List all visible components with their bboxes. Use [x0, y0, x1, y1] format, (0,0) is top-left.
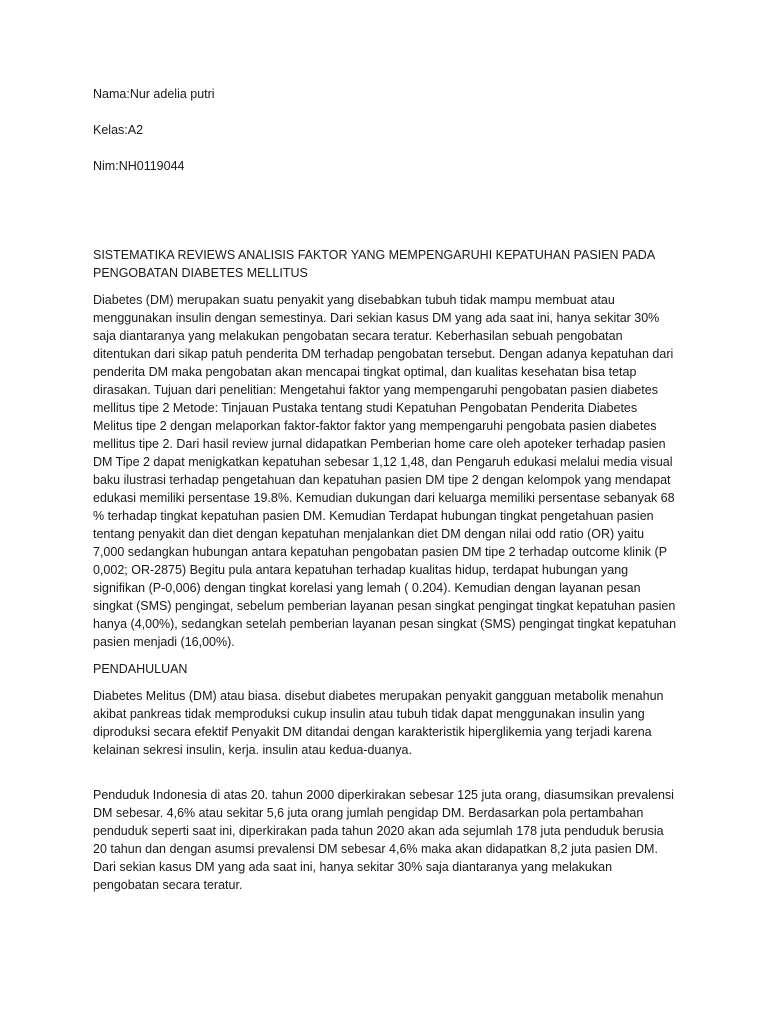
intro-paragraph-1: Diabetes Melitus (DM) atau biasa. disebut diabetes merupakan penyakit gangguan metabolik menahun akibat pankreas tidak memproduksi cukup insulin atau tubuh tidak dapat menggunakan insulin yang diproduksi secara efektif Penyakit DM ditandai dengan karakteristik hiperglikemia yang terjadi karena kelainan sekresi insulin, kerja. insulin atau kedua-duanya.	[93, 689, 664, 757]
student-name: Nama:Nur adelia putri	[93, 87, 215, 101]
student-class: Kelas:A2	[93, 123, 144, 137]
abstract-paragraph: Diabetes (DM) merupakan suatu penyakit yang disebabkan tubuh tidak mampu membuat atau menggunakan insulin dengan semestinya. Dari sekian kasus DM yang ada saat ini, hanya sekitar 30% saja diantaranya yang melakukan pengobatan secara teratur. Keberhasilan sebuah pengobatan ditentukan dari sikap patuh penderita DM terhadap pengobatan tersebut. Dengan adanya kepatuhan dari penderita DM maka pengobatan akan mencapai tingkat optimal, dan kualitas kesehatan bisa tetap dirasakan. Tujuan dari penelitian: Mengetahui faktor yang mempengaruhi pengobatan pasien diabetes mellitus tipe 2 Metode: Tinjauan Pustaka tentang studi Kepatuhan Pengobatan Penderita Diabetes Melitus tipe 2 dengan melaporkan faktor-faktor faktor yang mempengaruhi pengobata pasien diabetes mellitus tipe 2. Dari hasil review jurnal didapatkan Pemberian home care oleh apoteker terhadap pasien DM Tipe 2 dapat menigkatkan kepatuhan sebesar 1,12 1,48, dan Pengaruh edukasi melalui media visual baku ilustrasi terhadap pengetahuan dan kepatuhan pasien DM tipe 2 dengan kelompok yang mendapat edukasi memiliki persentase 19.8%. Kemudian dukungan dari keluarga memiliki persentase sebanyak 68 % terhadap tingkat kepatuhan pasien DM. Kemudian Terdapat hubungan tingkat pengetahuan pasien tentang penyakit dan diet dengan kepatuhan menjalankan diet DM dengan nilai odd ratio (OR) yaitu 7,000 sedangkan hubungan antara kepatuhan pengobatan pasien DM tipe 2 terhadap outcome klinik (P 0,002; OR-2875) Begitu pula antara kepatuhan terhadap kualitas hidup, terdapat hubungan yang signifikan (P-0,006) dengan tingkat korelasi yang lemah ( 0.204). Kemudian dengan layanan pesan singkat (SMS) pengingat, sebelum pemberian layanan pesan singkat pengingat tingkat kepatuhan pasien hanya (4,00%), sedangkan setelah pemberian layanan pesan singkat (SMS) pengingat tingkat kepatuhan pasien menjadi (16,00%).	[93, 293, 677, 649]
student-id: Nim:NH0119044	[93, 159, 185, 173]
intro-paragraph-2: Penduduk Indonesia di atas 20. tahun 2000 diperkirakan sebesar 125 juta orang, diasumsikan prevalensi DM sebesar. 4,6% atau sekitar 5,6 juta orang jumlah pengidap DM. Berdasarkan pola pertambahan penduduk seperti saat ini, diperkirakan pada tahun 2020 akan ada sejumlah 178 juta penduduk berusia 20 tahun dan dengan asumsi prevalensi DM sebesar 4,6% maka akan didapatkan 8,2 juta pasien DM. Dari sekian kasus DM yang ada saat ini, hanya sekitar 30% saja diantaranya yang melakukan pengobatan secara teratur.	[93, 788, 674, 892]
document-title: SISTEMATIKA REVIEWS ANALISIS FAKTOR YANG MEMPENGARUHI KEPATUHAN PASIEN PADA PENGOBATAN DIABETES MELLITUS	[93, 248, 655, 280]
section-heading-pendahuluan: PENDAHULUAN	[93, 662, 188, 676]
paragraph-spacer	[93, 768, 678, 786]
document-page	[93, 85, 678, 903]
header-spacer	[93, 193, 678, 246]
